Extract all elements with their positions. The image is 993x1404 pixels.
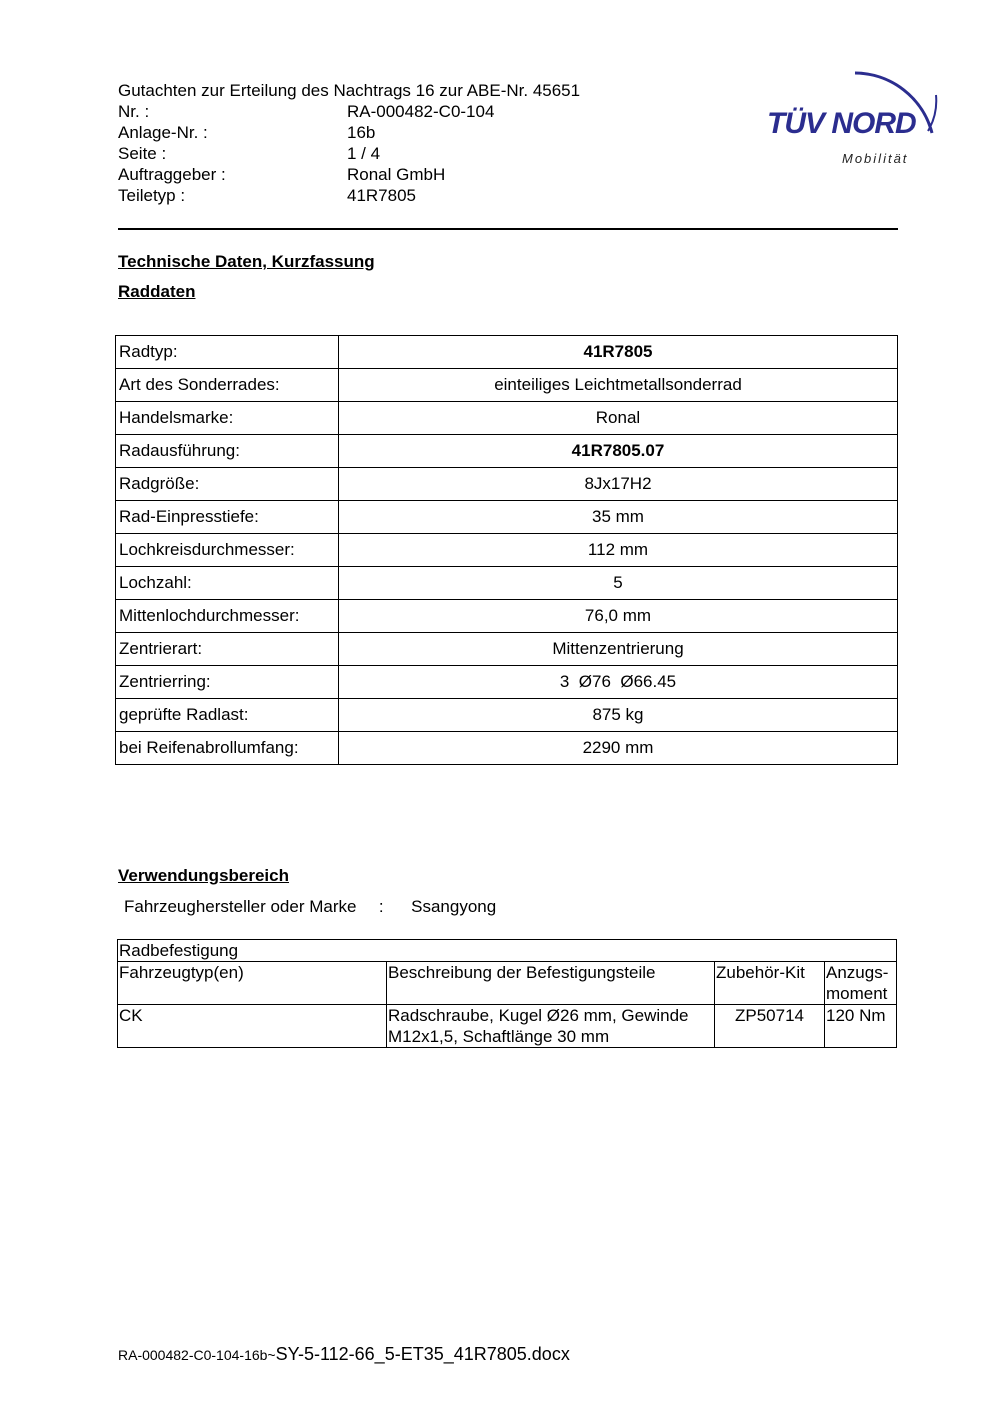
table-header-row xyxy=(118,962,897,1005)
report-title: Gutachten zur Erteilung des Nachtrags 16 zur ABE-Nr. 45651 xyxy=(118,81,581,100)
row-key: geprüfte Radlast: xyxy=(116,699,339,732)
row-value: Ronal xyxy=(339,402,898,435)
table-row xyxy=(116,435,898,468)
section-title-tech: Technische Daten, Kurzfassung xyxy=(118,252,375,271)
cell-description-line2: M12x1,5, Schaftlänge 30 mm xyxy=(388,1027,610,1046)
footer-file: SY-5-112-66_5-ET35_41R7805.docx xyxy=(275,1344,570,1364)
wheel-data-table xyxy=(115,335,898,765)
cell-description-line1: Radschraube, Kugel Ø26 mm, Gewinde xyxy=(388,1006,689,1025)
table-row xyxy=(116,369,898,402)
table-row xyxy=(116,336,898,369)
header-vehicle-type: Fahrzeugtyp(en) xyxy=(118,962,387,1005)
table-row xyxy=(116,402,898,435)
meta-value-nr: RA-000482-C0-104 xyxy=(347,102,495,121)
cell-vehicle-type: CK xyxy=(118,1005,387,1048)
row-value: 875 kg xyxy=(339,699,898,732)
table-row xyxy=(116,600,898,633)
meta-value-anlage: 16b xyxy=(347,123,376,142)
header-description: Beschreibung der Befestigungsteile xyxy=(387,962,715,1005)
cell-kit: ZP50714 xyxy=(715,1005,825,1048)
meta-value-teiletyp: 41R7805 xyxy=(347,186,417,205)
meta-value-seite: 1 / 4 xyxy=(347,144,381,163)
mounting-table xyxy=(117,939,897,1048)
row-key: Radausführung: xyxy=(116,435,339,468)
table-row xyxy=(118,940,897,962)
meta-key-teiletyp: Teiletyp : xyxy=(118,186,186,205)
logo-brand: TÜV NORD xyxy=(767,107,916,140)
row-key: Zentrierring: xyxy=(116,666,339,699)
row-value: Mittenzentrierung xyxy=(339,633,898,666)
meta-key-nr: Nr. : xyxy=(118,102,150,121)
row-key: Rad-Einpresstiefe: xyxy=(116,501,339,534)
table-row xyxy=(116,567,898,600)
row-key: Lochzahl: xyxy=(116,567,339,600)
meta-key-anlage: Anlage-Nr. : xyxy=(118,123,208,142)
row-key: bei Reifenabrollumfang: xyxy=(116,732,339,765)
row-value: 5 xyxy=(339,567,898,600)
mounting-title: Radbefestigung xyxy=(118,940,897,962)
row-value: 41R7805 xyxy=(339,336,898,369)
table-row xyxy=(116,468,898,501)
footer-prefix: RA-000482-C0-104-16b~ xyxy=(118,1347,276,1363)
logo-subtitle: Mobilität xyxy=(842,151,909,166)
row-value: 76,0 mm xyxy=(339,600,898,633)
row-key: Radgröße: xyxy=(116,468,339,501)
row-value: 3 Ø76 Ø66.45 xyxy=(339,666,898,699)
row-key: Zentrierart: xyxy=(116,633,339,666)
row-value: 112 mm xyxy=(339,534,898,567)
header-torque-line1: Anzugs- xyxy=(826,963,889,982)
section-title-wheel: Raddaten xyxy=(118,282,196,301)
meta-key-seite: Seite : xyxy=(118,144,167,163)
row-key: Handelsmarke: xyxy=(116,402,339,435)
footer-filename xyxy=(118,1344,570,1365)
header-torque xyxy=(825,962,897,1005)
cell-torque: 120 Nm xyxy=(825,1005,897,1048)
table-row xyxy=(116,633,898,666)
meta-key-auftraggeber: Auftraggeber : xyxy=(118,165,226,184)
row-key: Mittenlochdurchmesser: xyxy=(116,600,339,633)
usage-value: Ssangyong xyxy=(411,897,497,916)
usage-line xyxy=(124,897,496,917)
row-value: 8Jx17H2 xyxy=(339,468,898,501)
header-divider xyxy=(118,228,898,230)
table-row xyxy=(118,1005,897,1048)
row-value: 41R7805.07 xyxy=(339,435,898,468)
table-row xyxy=(116,534,898,567)
header-kit: Zubehör-Kit xyxy=(715,962,825,1005)
row-key: Lochkreisdurchmesser: xyxy=(116,534,339,567)
usage-separator: : xyxy=(378,897,384,916)
tuv-nord-logo xyxy=(760,55,945,175)
section-title-usage: Verwendungsbereich xyxy=(118,866,289,885)
row-key: Radtyp: xyxy=(116,336,339,369)
table-row xyxy=(116,699,898,732)
row-value: einteiliges Leichtmetallsonderrad xyxy=(339,369,898,402)
row-value: 2290 mm xyxy=(339,732,898,765)
header-torque-line2: moment xyxy=(826,984,888,1003)
meta-value-auftraggeber: Ronal GmbH xyxy=(347,165,446,184)
table-row xyxy=(116,501,898,534)
usage-label: Fahrzeughersteller oder Marke xyxy=(124,897,357,916)
row-key: Art des Sonderrades: xyxy=(116,369,339,402)
table-row xyxy=(116,732,898,765)
row-value: 35 mm xyxy=(339,501,898,534)
cell-description xyxy=(387,1005,715,1048)
table-row xyxy=(116,666,898,699)
